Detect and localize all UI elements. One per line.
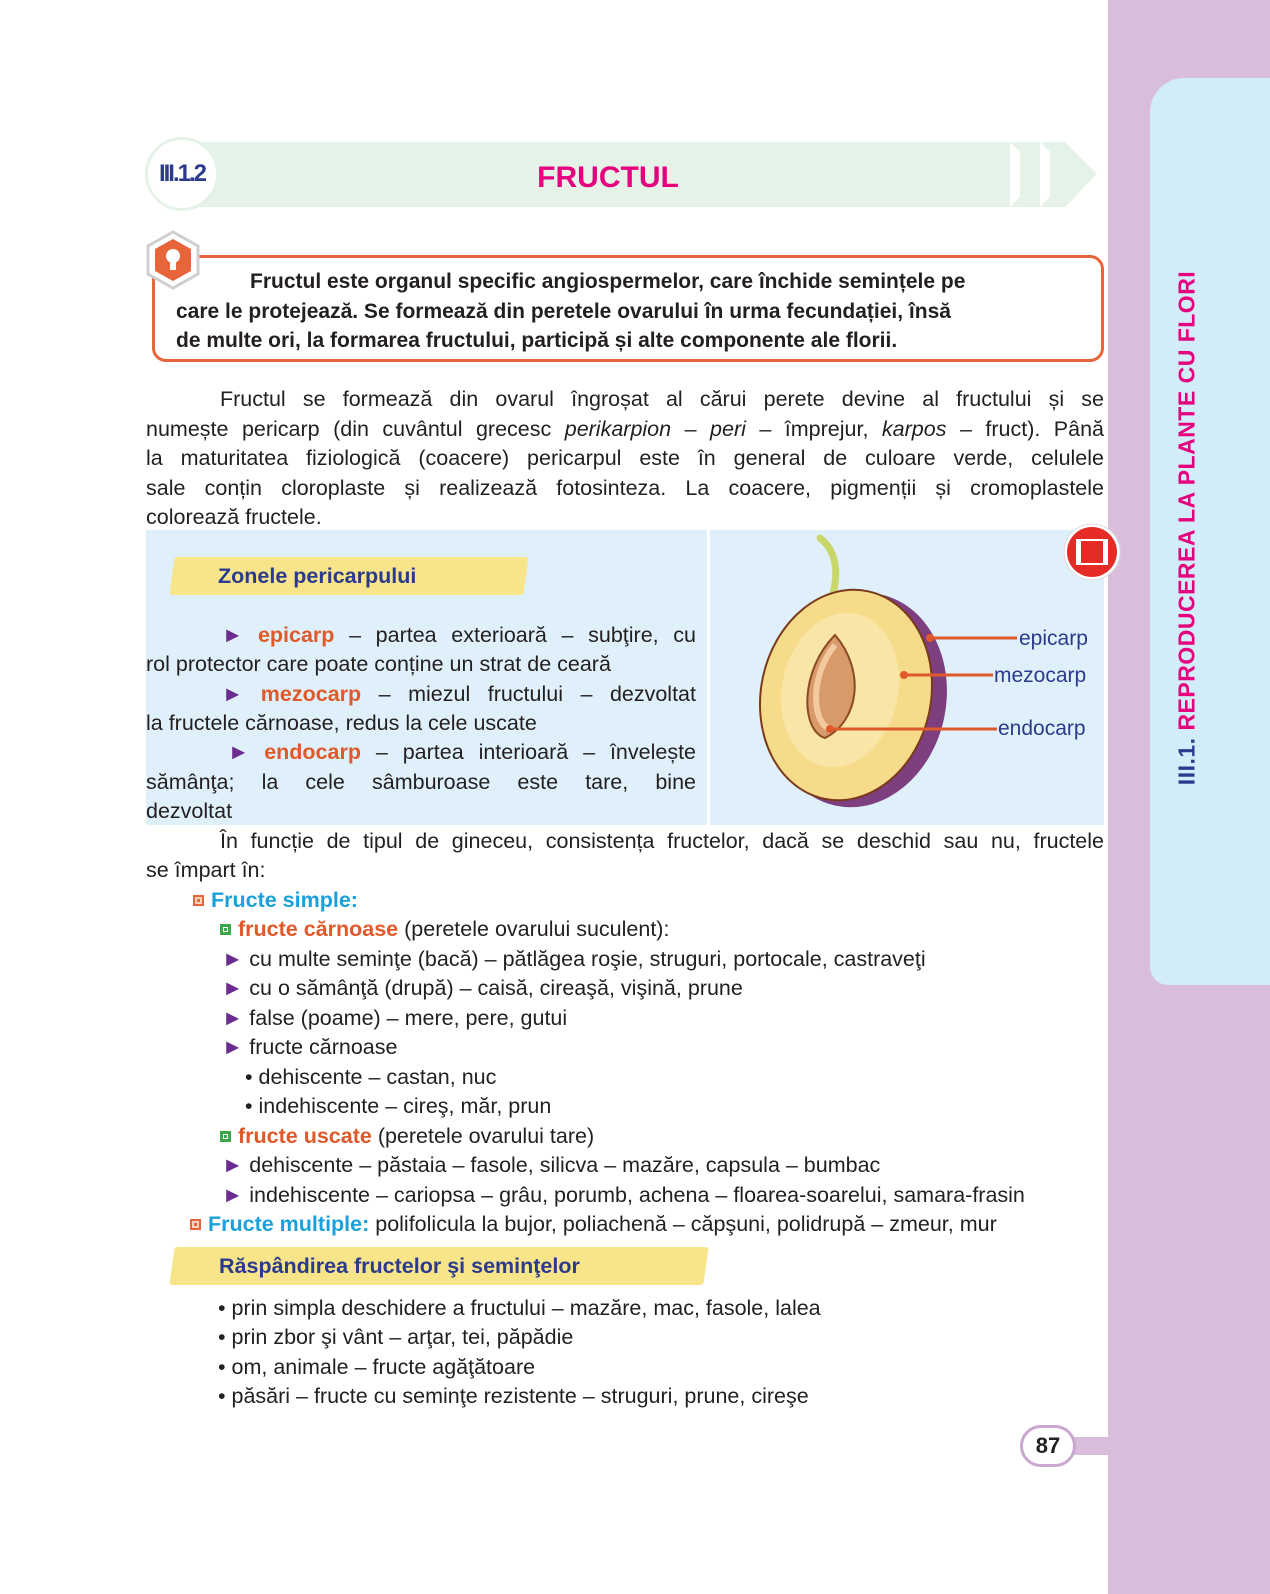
- text-segment: polifolicula la bujor, poliachenă – căpşuni, polidrupă – zmeur, mur: [369, 1212, 997, 1236]
- text-line: [222, 973, 743, 1003]
- text-segment: false (poame) – mere, pere, gutui: [249, 1006, 568, 1030]
- text-segment: – partea exterioară – subţire, cu: [334, 623, 696, 647]
- key-term: epicarp: [257, 623, 335, 647]
- text-line: [220, 384, 1104, 414]
- zones-heading: Zonele pericarpului: [218, 564, 417, 588]
- text-segment: Fructul se formează din ovarul îngroșat al cărui perete devine al fructului și se: [220, 387, 1104, 411]
- arrow-bullet-icon: ►: [222, 1153, 250, 1177]
- text-line: [190, 1209, 997, 1239]
- square-bullet-icon: [190, 1219, 201, 1230]
- chapter-title: REPRODUCEREA LA PLANTE CU FLORI: [1173, 270, 1200, 731]
- text-segment: cu o sămânţă (drupă) – caisă, cireaşă, vişină, prune: [249, 976, 743, 1000]
- arrow-bullet-icon: ►: [222, 1006, 250, 1030]
- text-line: [146, 767, 696, 797]
- lesson-number: III.1.2: [145, 137, 219, 211]
- text-segment: dehiscente – păstaia – fasole, silicva – mazăre, capsula – bumbac: [249, 1153, 881, 1177]
- text-line: [193, 885, 358, 915]
- text-segment: • indehiscente – cireş, măr, prun: [245, 1094, 552, 1118]
- arrow-bullet-icon: ►: [222, 1183, 250, 1207]
- chapter-tab: [1150, 78, 1270, 985]
- text-segment: În funcție de tipul de gineceu, consistența fructelor, dacă se deschid sau nu, fructele: [220, 829, 1104, 853]
- arrow-bullet-icon: ►: [222, 682, 261, 706]
- text-line: [146, 855, 266, 885]
- text-line: [222, 1032, 397, 1062]
- key-term: Fructe simple:: [211, 888, 358, 912]
- text-segment: • păsări – fructe cu seminţe rezistente – struguri, prune, cireşe: [218, 1384, 809, 1408]
- text-line: [218, 1293, 821, 1323]
- square-bullet-icon: [220, 1131, 231, 1142]
- info-hexagon-icon: [145, 230, 201, 290]
- definition-line: de multe ori, la formarea fructului, participă și alte componente ale florii.: [176, 329, 898, 352]
- text-segment: dezvoltat: [146, 799, 233, 823]
- dispersal-heading: Răspândirea fructelor şi seminţelor: [219, 1254, 580, 1278]
- text-segment: se împart în:: [146, 858, 266, 882]
- text-line: [218, 1381, 809, 1411]
- text-segment: • om, animale – fructe agăţătoare: [218, 1355, 536, 1379]
- text-line: [146, 473, 1104, 503]
- text-line: [222, 620, 696, 650]
- page-number: 87: [1020, 1425, 1076, 1467]
- text-line: [146, 649, 611, 679]
- text-line: [222, 1180, 1025, 1210]
- label-epicarp: epicarp: [1019, 627, 1088, 650]
- label-mezocarp: mezocarp: [994, 664, 1087, 687]
- chevron-decoration: [1050, 142, 1082, 207]
- arrow-bullet-icon: ►: [222, 976, 250, 1000]
- text-line: [222, 679, 696, 709]
- text-line: [218, 1352, 535, 1382]
- chapter-label: [1174, 271, 1201, 785]
- text-line: [220, 914, 669, 944]
- text-line: [146, 708, 537, 738]
- text-segment: la maturitatea fiziologică (coacere) pericarpul este în general de culoare verde, celulele: [146, 446, 1104, 470]
- key-term: fructe cărnoase: [238, 917, 399, 941]
- key-term: mezocarp: [260, 682, 362, 706]
- text-line: [218, 1322, 573, 1352]
- text-segment: karpos: [881, 417, 947, 441]
- text-segment: – miezul fructului – dezvoltat: [361, 682, 696, 706]
- text-line: [146, 414, 1104, 444]
- text-segment: sale conțin cloroplaste și realizează fotosinteza. La coacere, pigmenții și cromoplastele: [146, 476, 1104, 500]
- text-segment: perikarpion: [564, 417, 672, 441]
- arrow-bullet-icon: ►: [222, 623, 258, 647]
- text-line: [146, 443, 1104, 473]
- text-segment: colorează fructele.: [146, 505, 322, 529]
- text-line: [245, 1062, 496, 1092]
- text-segment: • dehiscente – castan, nuc: [245, 1065, 497, 1089]
- text-segment: numește pericarp (din cuvântul grecesc: [146, 417, 565, 441]
- text-segment: indehiscente – cariopsa – grâu, porumb, achena – floarea-soarelui, samara-frasin: [249, 1183, 1025, 1207]
- text-segment: sămânţa; la cele sâmburoase este tare, bine: [146, 770, 696, 794]
- text-line: [222, 1003, 567, 1033]
- text-segment: rol protector care poate conține un strat de ceară: [146, 652, 611, 676]
- arrow-bullet-icon: ►: [222, 1035, 250, 1059]
- text-line: [228, 737, 696, 767]
- text-line: [222, 944, 926, 974]
- text-segment: (peretele ovarului suculent):: [398, 917, 670, 941]
- text-line: [220, 826, 1104, 856]
- text-segment: – fruct). Până: [946, 417, 1105, 441]
- key-term: endocarp: [264, 740, 361, 764]
- text-line: [222, 1150, 880, 1180]
- arrow-bullet-icon: ►: [222, 947, 250, 971]
- chapter-number: III.1.: [1173, 737, 1200, 786]
- text-segment: fructe cărnoase: [249, 1035, 398, 1059]
- page-title: FRUCTUL: [537, 161, 679, 194]
- definition-line: Fructul este organul specific angiospermelor, care închide semințele pe: [250, 270, 966, 293]
- text-segment: • prin zbor şi vânt – arţar, tei, păpădie: [218, 1325, 574, 1349]
- text-segment: la fructele cărnoase, redus la cele uscate: [146, 711, 537, 735]
- panel-divider: [707, 530, 710, 825]
- text-line: [220, 1121, 594, 1151]
- text-line: [146, 502, 322, 532]
- definition-line: care le protejează. Se formează din peretele ovarului în urma fecundației, însă: [176, 300, 951, 323]
- text-line: [146, 796, 232, 826]
- square-bullet-icon: [193, 895, 204, 906]
- text-segment: – împrejur,: [745, 417, 882, 441]
- text-segment: –: [671, 417, 711, 441]
- text-segment: peri: [710, 417, 746, 441]
- key-term: fructe uscate: [238, 1124, 372, 1148]
- key-term: Fructe multiple:: [208, 1212, 370, 1236]
- arrow-bullet-icon: ►: [228, 740, 265, 764]
- text-segment: cu multe seminţe (bacă) – pătlăgea roşie, struguri, portocale, castraveţi: [249, 947, 926, 971]
- square-bullet-icon: [220, 924, 231, 935]
- film-icon[interactable]: [1062, 522, 1122, 582]
- page-tab: [1074, 1437, 1108, 1455]
- text-segment: (peretele ovarului tare): [371, 1124, 595, 1148]
- text-line: [245, 1091, 551, 1121]
- label-endocarp: endocarp: [998, 717, 1086, 740]
- text-segment: – partea interioară – învelește: [360, 740, 696, 764]
- text-segment: • prin simpla deschidere a fructului – mazăre, mac, fasole, lalea: [218, 1296, 821, 1320]
